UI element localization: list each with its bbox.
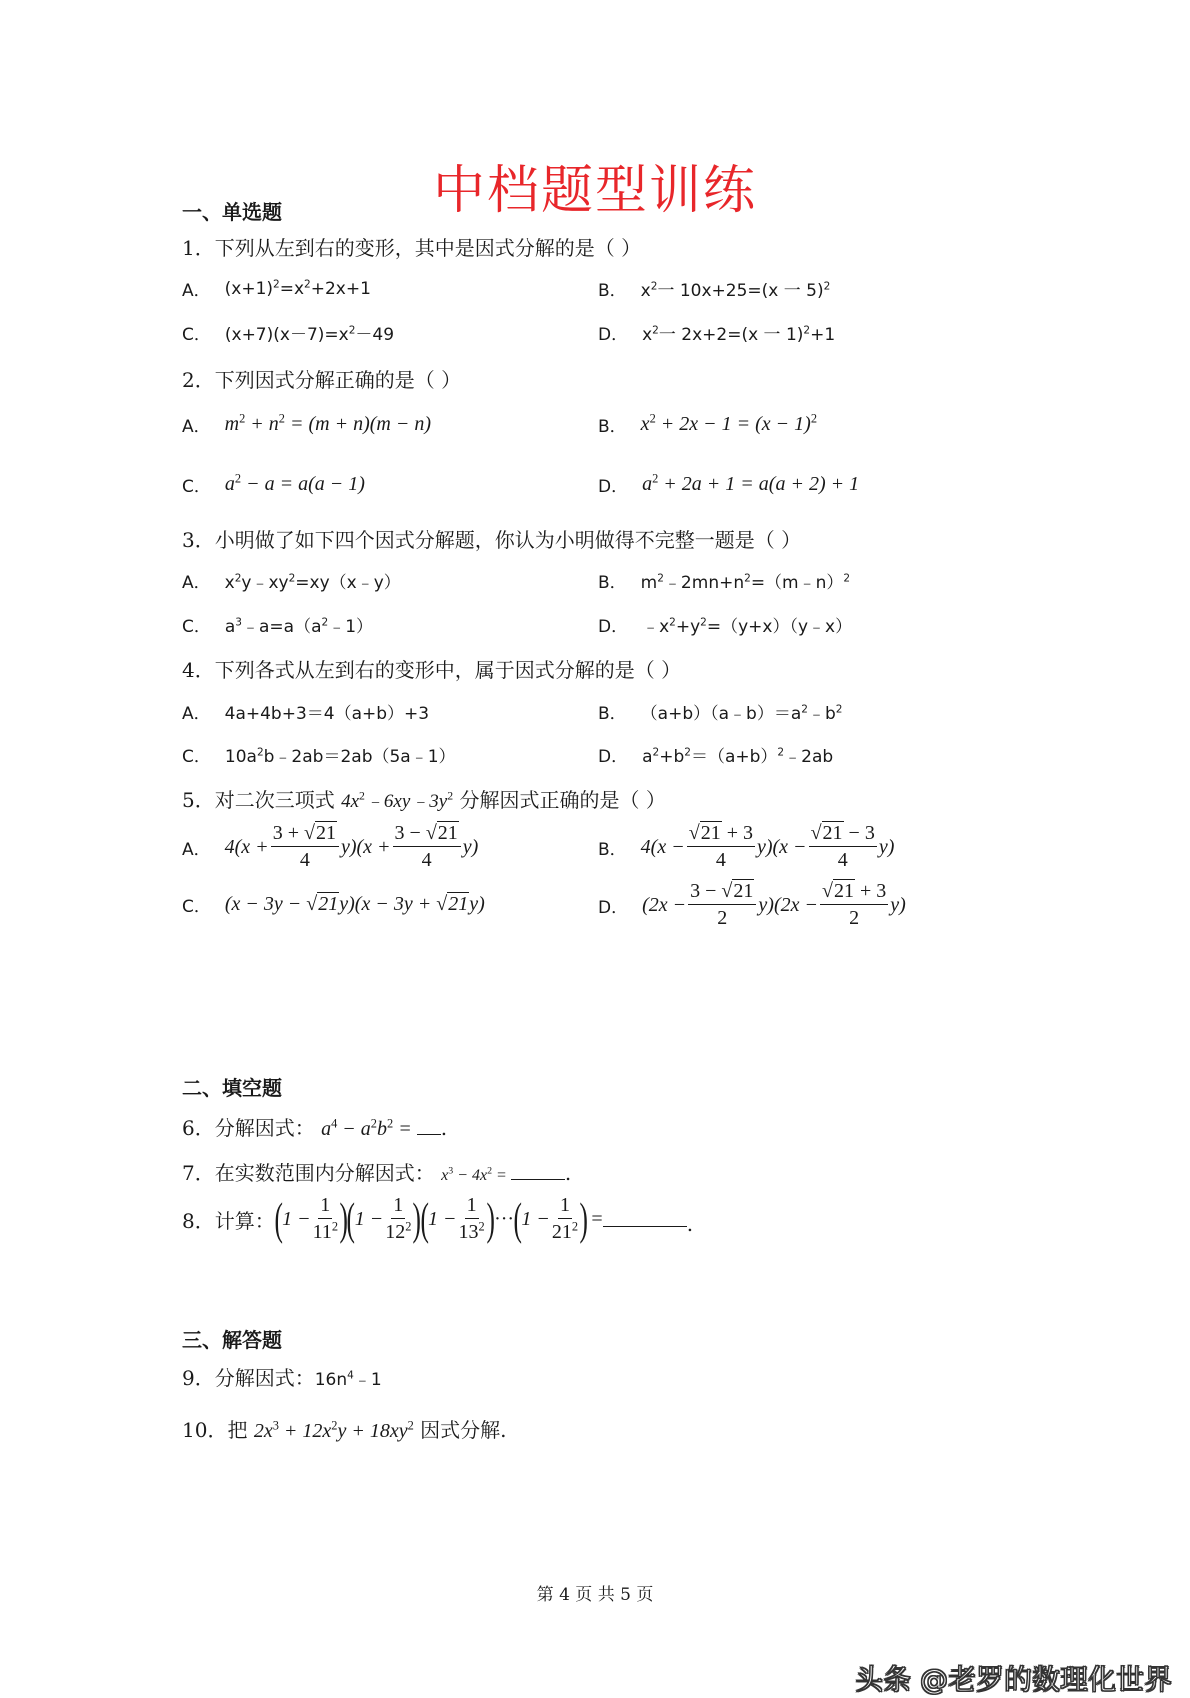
option-label: B． — [598, 704, 627, 724]
question-4-option-b — [598, 699, 842, 724]
question-3-option-c — [182, 612, 373, 637]
option-label: A． — [182, 839, 211, 860]
option-label: C． — [182, 477, 211, 497]
option-expr: (x − 3y − √21y)(x − 3y + √21y) — [224, 893, 485, 915]
option-expr: (2x − $\frac{3 - √21}{2}$ y)(2x − $\frac{√21 + 3}{2}$ y) — [642, 880, 906, 929]
option-label: C． — [182, 897, 211, 917]
option-expr: $(x+1)^2=x^2+2x+1$ — [224, 277, 371, 299]
question-1-option-a — [182, 276, 371, 301]
question-5-option-d — [598, 880, 906, 930]
option-expr: $﹣x^2+y^2=(y+x)(y﹣x)$ — [642, 616, 853, 637]
option-label: A． — [182, 573, 211, 593]
option-expr: $a^2 + 2a + 1 = a(a + 2) + 1$ — [642, 471, 860, 495]
option-label: A． — [182, 281, 211, 301]
question-4-option-d — [598, 742, 833, 767]
question-2-option-c — [182, 472, 365, 497]
answer-blank[interactable] — [417, 1134, 441, 1135]
question-3-stem: 3．小明做了如下四个因式分解题，你认为小明做得不完整一题是（ ） — [182, 528, 802, 552]
option-label: D． — [598, 325, 629, 345]
option-expr: $m^2 + n^2 = (m + n)(m - n)$ — [224, 411, 432, 435]
section-heading-fill-blank: 二、填空题 — [182, 1076, 282, 1100]
question-3-option-d — [598, 612, 852, 637]
question-2-option-d — [598, 472, 859, 497]
option-label: D． — [598, 477, 629, 497]
page-footer: 第 4 页 共 5 页 — [536, 1585, 654, 1605]
question-8: 8．计算： ( 1 − $\frac{1}{11^2}$ ) ( 1 − $\frac{1}{12^2}$ ) ( 1 − $\frac{1}{13^2}$ ) ··· ( 1 − $\frac{1}{21^2}$ ) = . — [182, 1193, 694, 1244]
question-2-stem: 2．下列因式分解正确的是（ ） — [182, 368, 462, 392]
option-expr: 4(x + $\frac{3 + √21}{4}$ y)(x + $\frac{3 - √21}{4}$ y) — [224, 822, 479, 871]
option-expr: $(a+b)(a﹣b)=a^2﹣b^2$ — [640, 703, 843, 724]
option-expr: $m^2﹣2mn+n^2=(m﹣n)^2$ — [640, 572, 851, 593]
option-label: B． — [598, 839, 627, 860]
question-1-stem: 1．下列从左到右的变形，其中是因式分解的是（ ） — [182, 236, 642, 260]
question-5-option-a — [182, 822, 478, 872]
option-expr: $a^2 - a = a(a - 1)$ — [224, 471, 365, 495]
answer-blank[interactable] — [511, 1179, 565, 1180]
option-expr: 4a+4b+3＝4（a+b）+3 — [224, 704, 430, 724]
option-expr: $x^2$一 10x+25=(x 一 5)$^2$ — [640, 280, 831, 301]
option-expr: $a^2+b^2=(a+b)^2﹣2ab$ — [642, 746, 834, 767]
option-label: B． — [598, 281, 627, 301]
option-expr: $x^2y﹣xy^2=xy(x﹣y)$ — [224, 572, 401, 593]
question-10: 10．把 $2x^3 + 12x^2y + 18xy^2$ 因式分解. — [182, 1418, 507, 1442]
option-expr: $x^2 + 2x - 1 = (x - 1)^2$ — [640, 411, 818, 435]
option-label: C． — [182, 617, 211, 637]
question-6: 6．分解因式： $a^4 - a^2b^2$ = . — [182, 1116, 448, 1140]
question-4-option-c — [182, 742, 456, 767]
section-heading-single-choice: 一、单选题 — [182, 200, 282, 224]
answer-blank[interactable] — [603, 1226, 687, 1227]
question-2-option-b — [598, 412, 817, 437]
page-title: 中档题型训练 — [432, 161, 757, 221]
option-label: A． — [182, 704, 211, 724]
question-3-option-b — [598, 568, 850, 593]
option-label: D． — [598, 617, 629, 637]
option-label: C． — [182, 325, 211, 345]
question-2-option-a — [182, 412, 431, 437]
question-1-option-d — [598, 320, 835, 345]
question-5-stem: 5．对二次三项式 $4x^2﹣6xy﹣3y^2$ 分解因式正确的是（ ） — [182, 788, 666, 812]
option-label: D． — [598, 747, 629, 767]
question-9: 9．分解因式：$16n^4﹣1$ — [182, 1366, 382, 1390]
question-5-option-c — [182, 892, 485, 917]
option-expr: $x^2$一 2x+2=(x 一 1)$^2$+1 — [642, 324, 836, 345]
question-1-option-b — [598, 276, 830, 301]
option-label: B． — [598, 573, 627, 593]
question-4-stem: 4．下列各式从左到右的变形中，属于因式分解的是（ ） — [182, 658, 682, 682]
question-4-option-a — [182, 699, 429, 724]
option-label: C． — [182, 747, 211, 767]
option-expr: $a^3﹣a=a(a^2﹣1)$ — [224, 616, 374, 637]
question-1-option-c — [182, 320, 394, 345]
option-expr: $10a^2b﹣2ab=2ab(5a﹣1)$ — [224, 746, 456, 767]
question-5-option-b — [598, 822, 894, 872]
section-heading-solve: 三、解答题 — [182, 1328, 282, 1352]
option-label: A． — [182, 417, 211, 437]
option-expr: 4(x − $\frac{√21 + 3}{4}$ y)(x − $\frac{√21 - 3}{4}$ y) — [640, 822, 895, 871]
question-3-option-a — [182, 568, 401, 593]
watermark: 头条 @老罗的数理化世界 — [855, 1663, 1172, 1696]
question-7: 7．在实数范围内分解因式： $x^3 - 4x^2$ = . — [182, 1161, 572, 1185]
option-expr: $(x+7)(x-7)=x^2-49$ — [224, 324, 395, 345]
option-label: B． — [598, 417, 627, 437]
option-label: D． — [598, 897, 629, 918]
